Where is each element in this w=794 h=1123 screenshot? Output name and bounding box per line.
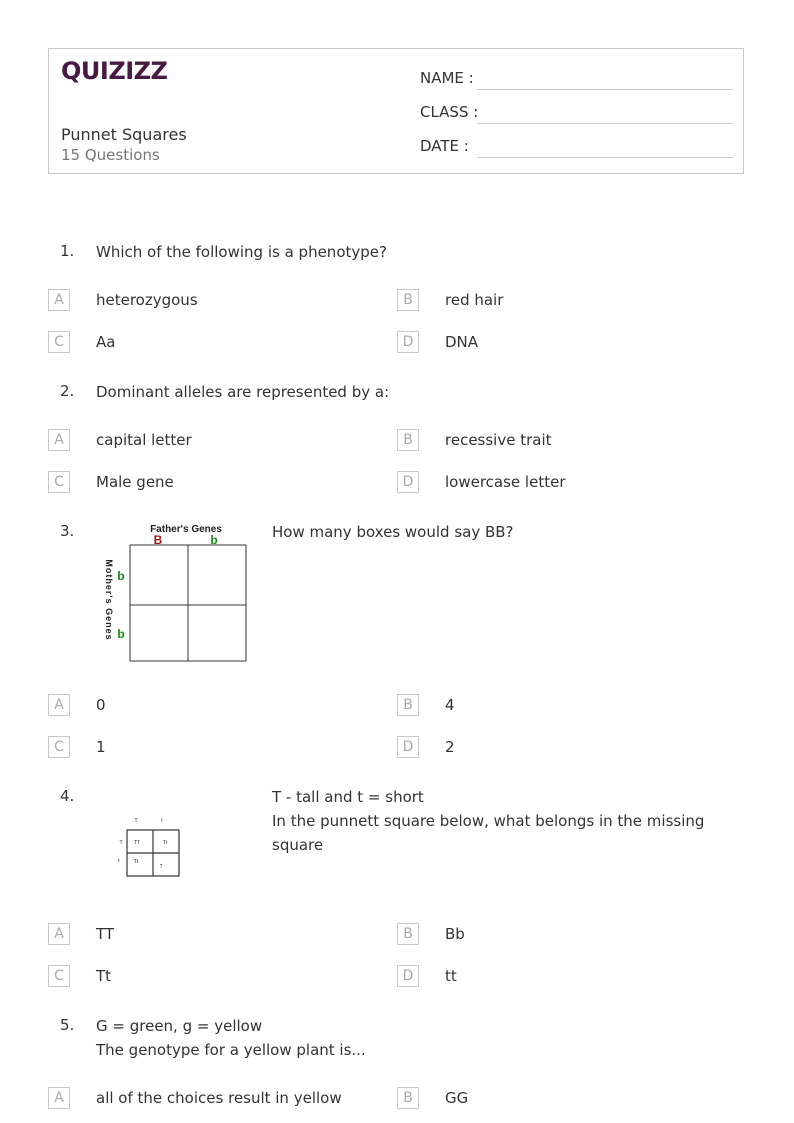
question-text-line-1: T - tall and t = short [272,788,424,806]
option-text: all of the choices result in yellow [96,1089,342,1107]
name-label: NAME : [420,69,474,87]
option-text: red hair [445,291,504,309]
cell-missing: ? [159,864,163,870]
question-number: 5. [60,1016,75,1034]
question-text-line-2: In the punnett square below, what belongs in the missing square [272,812,705,854]
option-letter-b[interactable]: B [397,1087,419,1109]
option-text: Bb [445,925,465,943]
option-letter-b[interactable]: B [397,923,419,945]
option-letter-d[interactable]: D [397,471,419,493]
option-text: recessive trait [445,431,552,449]
option-letter-d[interactable]: D [397,736,419,758]
cell-1: TT [133,840,141,846]
option-text: GG [445,1089,469,1107]
tall-short-punnett-image [114,814,184,880]
class-field [420,103,478,121]
class-label: CLASS : [420,103,479,121]
option-text: Male gene [96,473,174,491]
question-text: Dominant alleles are represented by a: [96,383,390,401]
worksheet-header [48,48,744,174]
worksheet-title: Punnet Squares [61,125,187,144]
question-count: 15 Questions [61,146,160,164]
date-line[interactable] [477,157,733,158]
option-text: Aa [96,333,116,351]
option-letter-a[interactable]: A [48,1087,70,1109]
option-text: tt [445,967,457,985]
option-letter-c[interactable]: C [48,965,70,987]
option-letter-b[interactable]: B [397,289,419,311]
option-letter-c[interactable]: C [48,331,70,353]
date-field [420,137,469,155]
option-text: 1 [96,738,106,756]
question-text-line-2: The genotype for a yellow plant is... [96,1041,366,1059]
quizizz-logo: QUIZIZZ [61,57,168,85]
option-text: 0 [96,696,106,714]
class-line[interactable] [477,123,733,124]
option-text: DNA [445,333,479,351]
cell-3: Tt [133,859,139,865]
option-letter-d[interactable]: D [397,331,419,353]
question-number: 2. [60,382,75,400]
mother-genes-label: Mother's Genes [104,559,114,641]
top-allele-1: T [134,818,138,824]
option-text: lowercase letter [445,473,566,491]
father-allele-1: B [153,533,163,547]
mother-allele-2: b [117,627,125,641]
option-letter-a[interactable]: A [48,289,70,311]
name-field [420,69,474,87]
option-letter-c[interactable]: C [48,471,70,493]
option-text: TT [96,925,115,943]
option-letter-c[interactable]: C [48,736,70,758]
name-line[interactable] [477,89,733,90]
question-number: 1. [60,242,75,260]
mother-allele-1: b [117,569,125,583]
option-letter-a[interactable]: A [48,923,70,945]
punnett-square-image [96,520,252,666]
option-letter-a[interactable]: A [48,429,70,451]
side-allele-2: t [118,858,120,864]
question-text-line-1: G = green, g = yellow [96,1017,263,1035]
cell-2: Tt [162,840,168,846]
question-text: Which of the following is a phenotype? [96,243,387,261]
top-allele-2: t [161,818,163,824]
question-number: 3. [60,522,75,540]
option-text: Tt [96,967,112,985]
option-letter-a[interactable]: A [48,694,70,716]
option-text: capital letter [96,431,192,449]
date-label: DATE : [420,137,469,155]
option-text: heterozygous [96,291,198,309]
question-text: How many boxes would say BB? [272,523,514,541]
side-allele-1: T [119,840,123,846]
option-letter-b[interactable]: B [397,429,419,451]
option-text: 4 [445,696,455,714]
father-allele-2: b [210,533,218,547]
father-genes-label: Father's Genes [150,524,222,535]
option-letter-d[interactable]: D [397,965,419,987]
question-number: 4. [60,787,75,805]
option-text: 2 [445,738,455,756]
option-letter-b[interactable]: B [397,694,419,716]
